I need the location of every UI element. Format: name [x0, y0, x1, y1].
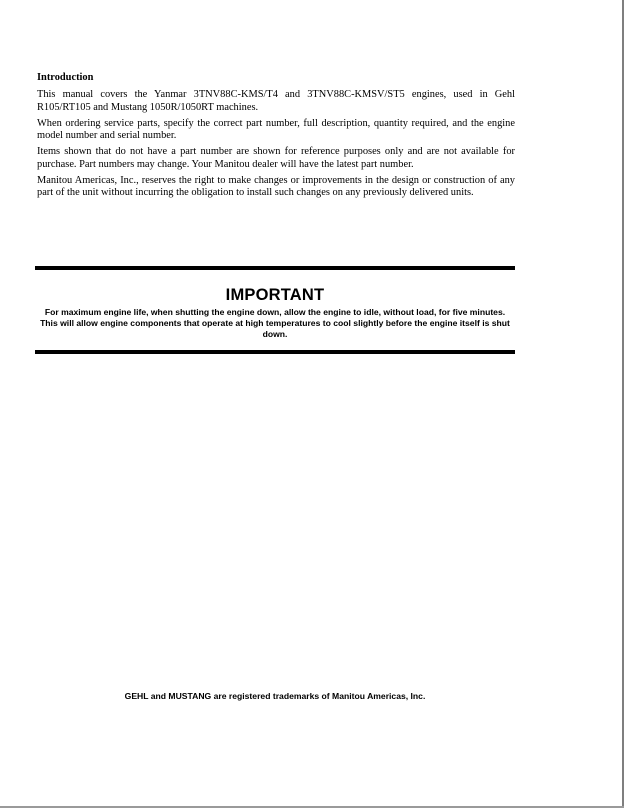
important-title: IMPORTANT: [225, 286, 325, 304]
important-text: For maximum engine life, when shutting the engine down, allow the engine to idle, without load, for five minutes. This will allow engine components that operate at high temperatures to cool slightly before the engine itself is shut down.: [40, 307, 510, 339]
introduction-heading: Introduction: [37, 72, 94, 83]
introduction-paragraph-ordering-parts: When ordering service parts, specify the correct part number, full description, quantity required, and the engine model number and serial number.: [37, 117, 515, 142]
introduction-paragraph-rights-reserved: Manitou Americas, Inc., reserves the right to make changes or improvements in the design or construction of any part of the unit without incurring the obligation to install such changes on any previously delivered units.: [37, 175, 515, 199]
important-top-rule: [35, 266, 515, 270]
introduction-paragraph-manual-coverage: This manual covers the Yanmar 3TNV88C-KMS/T4 and 3TNV88C-KMSV/ST5 engines, used in Gehl R105/RT105 and Mustang 1050R/1050RT machines.: [37, 89, 515, 113]
introduction-paragraph-reference-items: Items shown that do not have a part number are shown for reference purposes only and are not available for purchase. Part numbers may change. Your Manitou dealer will have the latest part number.: [37, 146, 515, 170]
important-notice-box: [35, 266, 515, 354]
important-bottom-rule: [35, 350, 515, 354]
introduction-section: [37, 72, 515, 204]
trademark-notice: GEHL and MUSTANG are registered trademarks of Manitou Americas, Inc.: [124, 691, 426, 701]
